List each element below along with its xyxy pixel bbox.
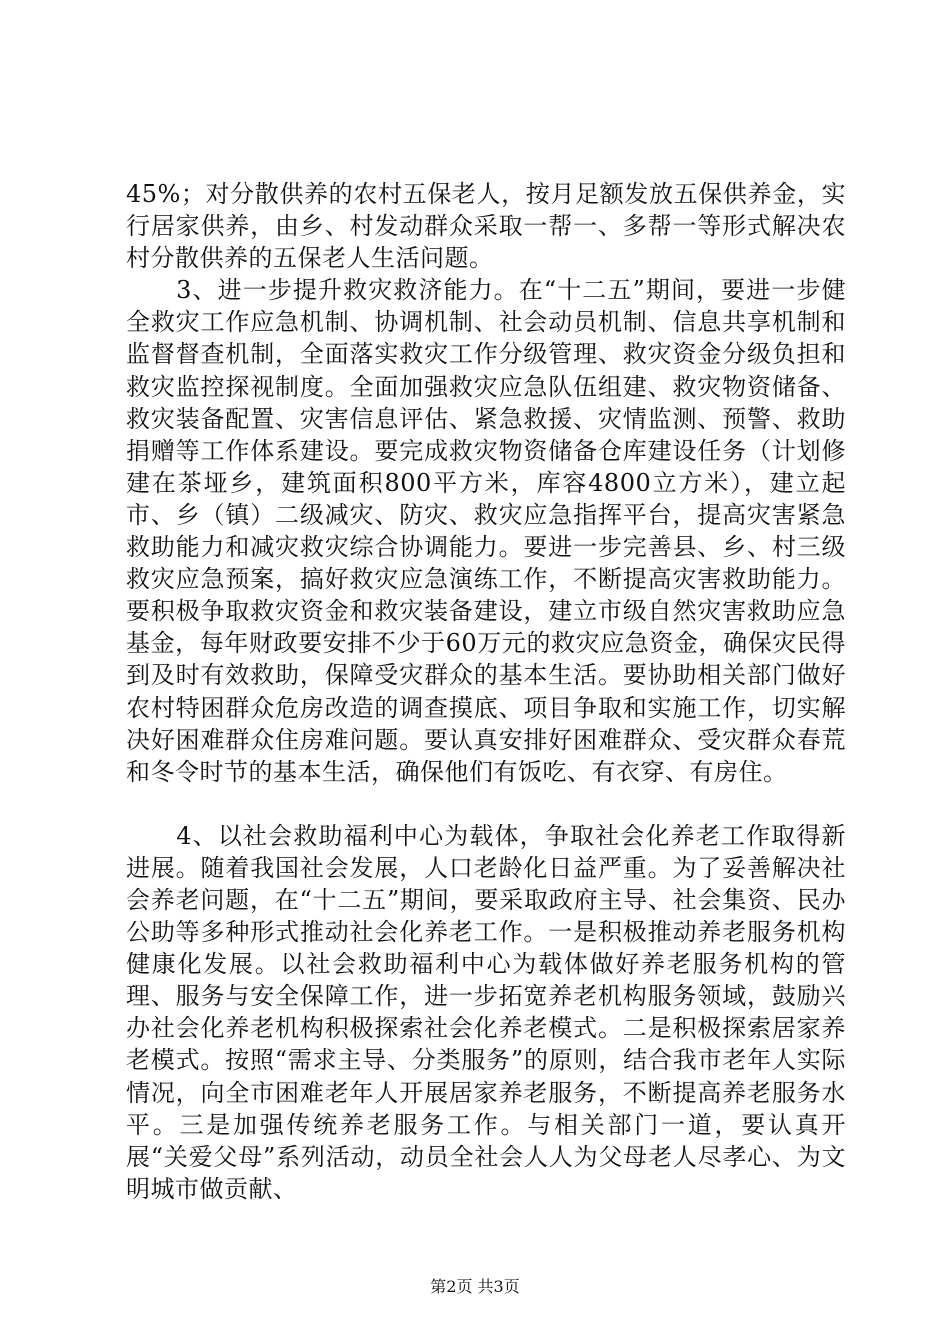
paragraph-social-elderly-care: 4、以社会救助福利中心为载体，争取社会化养老工作取得新进展。随着我国社会发展，人口老龄化日益严重。为了妥善解决社会养老问题，在“十二五”期间，要采取政府主导、社会集资、民办公助等多种形式推动社会化养老工作。一是积极推动养老服务机构健康化发展。以社会救助福利中心为载体做好养老服务机构的管理、服务与安全保障工作，进一步拓宽养老机构服务领域，鼓励兴办社会化养老机构积极探索社会化养老模式。二是积极探索居家养老模式。按照“需求主导、分类服务”的原则，结合我市老年人实际情况，向全市困难老年人开展居家养老服务，不断提高养老服务水平。三是加强传统养老服务工作。与相关部门一道，要认真开展“关爱父母”系列活动，动员全社会人人为父母老人尽孝心、为文明城市做贡献、 bbox=[126, 821, 846, 1203]
document-body bbox=[126, 178, 846, 1205]
paragraph-elderly-support: 45%；对分散供养的农村五保老人，按月足额发放五保供养金，实行居家供养，由乡、村发动群众采取一帮一、多帮一等形式解决农村分散供养的五保老人生活问题。 bbox=[126, 180, 846, 273]
paragraph-disaster-relief: 3、进一步提升救灾救济能力。在“十二五”期间，要进一步健全救灾工作应急机制、协调机制、社会动员机制、信息共享机制和监督督查机制，全面落实救灾工作分级管理、救灾资金分级负担和救灾监控探视制度。全面加强救灾应急队伍组建、救灾物资储备、救灾装备配置、灾害信息评估、紧急救援、灾情监测、预警、救助捐赠等工作体系建设。要完成救灾物资储备仓库建设任务（计划修建在茶垭乡，建筑面积800平方米，库容4800立方米），建立起市、乡（镇）二级减灾、防灾、救灾应急指挥平台，提高灾害紧急救助能力和减灾救灾综合协调能力。要进一步完善县、乡、村三级救灾应急预案，搞好救灾应急演练工作，不断提高灾害救助能力。要积极争取救灾资金和救灾装备建设，建立市级自然灾害救助应急基金，每年财政要安排不少于60万元的救灾应急资金，确保灾民得到及时有效救助，保障受灾群众的基本生活。要协助相关部门做好农村特困群众危房改造的调查摸底、项目争取和实施工作，切实解决好困难群众住房难问题。要认真安排好困难群众、受灾群众春荒和冬令时节的基本生活，确保他们有饭吃、有衣穿、有房住。 bbox=[126, 276, 846, 786]
page-footer: 第2页 共3页 bbox=[430, 1277, 520, 1296]
